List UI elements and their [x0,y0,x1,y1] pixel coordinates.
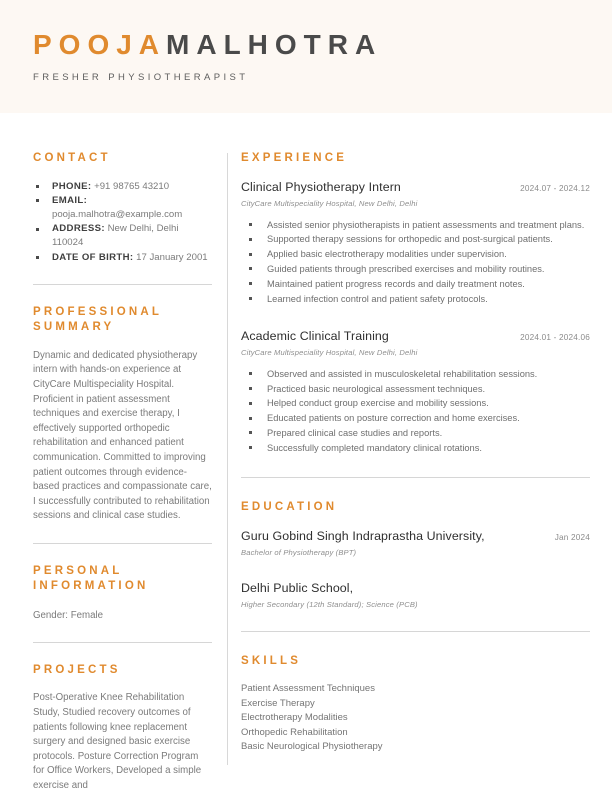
education-entry [241,581,590,609]
contact-value-dob: 17 January 2001 [136,251,208,263]
summary-text: Dynamic and dedicated physiotherapy intern with hands-on experience at CityCare Multispeciality Hospital. Proficient in patient assessment techniques and exercise therapy, I effectively supported orthopedic rehabilitation and enhanced patient communication. Committed to improving patient outcomes through evidence-based practices and compassionate care, I successfully contributed to rehabilitation sessions and clinical case studies. [33,349,212,522]
experience-date: 2024.01 - 2024.06 [520,332,590,342]
experience-organization: CityCare Multispeciality Hospital, New Delhi, Delhi [241,198,418,208]
resume-header [0,0,612,113]
experience-bullet: Successfully completed mandatory clinical rotations. [241,441,590,455]
education-degree: Higher Secondary (12th Standard); Science (PCB) [241,599,418,609]
section-experience [241,151,590,455]
candidate-name [33,30,612,61]
section-title-skills: SKILLS [241,654,302,667]
education-degree: Bachelor of Physiotherapy (BPT) [241,547,357,557]
experience-entry-header [241,180,590,195]
education-entry [241,529,590,557]
experience-entry [241,180,590,306]
section-title-education: EDUCATION [241,501,338,514]
skill-item: Exercise Therapy [241,697,315,709]
contact-value-address: New Delhi, Delhi 110024 [52,223,179,249]
main-divider-2 [241,631,590,632]
section-title-contact: CONTACT [33,152,111,164]
section-contact [33,151,212,265]
experience-bullet: Learned infection control and patient safety protocols. [241,292,590,306]
section-title-experience: EXPERIENCE [241,152,348,164]
section-title-personal: PERSONAL INFORMATION [33,564,149,593]
sidebar-divider-2 [33,543,212,544]
education-date: Jan 2024 [554,532,590,542]
contact-label-phone: PHONE: [52,180,92,192]
section-title-projects: PROJECTS [33,663,121,676]
experience-role: Academic Clinical Training [241,328,389,343]
experience-bullet-list [241,218,590,306]
experience-bullet: Helped conduct group exercise and mobility sessions. [241,396,590,410]
experience-bullet: Guided patients through prescribed exercises and mobility routines. [241,262,590,276]
entry-spacer [241,561,590,581]
experience-entry-header [241,329,590,344]
section-professional-summary [33,305,212,524]
entry-spacer [241,310,590,329]
skill-item: Basic Neurological Physiotherapy [241,741,383,753]
section-title-summary: PROFESSIONAL SUMMARY [33,305,162,334]
first-name: POOJA [33,29,167,61]
experience-bullet: Educated patients on posture correction and home exercises. [241,411,590,425]
contact-item-phone [33,180,212,194]
section-projects [33,663,212,794]
main-column [228,113,612,792]
skills-list [241,682,590,755]
experience-bullet: Applied basic electrotherapy modalities under supervision. [241,247,590,261]
section-personal-information [33,564,212,623]
sidebar-divider-3 [33,642,212,643]
sidebar-column [0,113,227,792]
experience-bullet: Practiced basic neurological assessment techniques. [241,382,590,396]
experience-bullet: Supported therapy sessions for orthopedic and post-surgical patients. [241,232,590,246]
resume-body [0,113,612,792]
contact-item-email [33,194,212,222]
contact-item-dob [33,251,212,265]
contact-item-address [33,222,212,250]
skill-item: Orthopedic Rehabilitation [241,726,348,738]
experience-organization: CityCare Multispeciality Hospital, New Delhi, Delhi [241,347,418,357]
section-education [241,500,590,609]
experience-bullet: Assisted senior physiotherapists in patient assessments and treatment plans. [241,218,590,232]
experience-role: Clinical Physiotherapy Intern [241,179,401,194]
education-entry-header [241,529,590,544]
contact-label-email: EMAIL: [52,194,88,206]
professional-headline: FRESHER PHYSIOTHERAPIST [33,71,249,83]
experience-bullet-list [241,367,590,455]
experience-bullet: Maintained patient progress records and daily treatment notes. [241,277,590,291]
experience-bullet: Prepared clinical case studies and reports. [241,426,590,440]
projects-text: Post-Operative Knee Rehabilitation Study, Studied recovery outcomes of patients following knee replacement surgery and designed basic exercise protocols. Posture Correction Program for Office Workers, Developed a simple exercise and [33,692,202,791]
contact-label-address: ADDRESS: [52,223,105,235]
experience-date: 2024.07 - 2024.12 [520,183,590,193]
contact-list [33,180,212,265]
personal-gender: Gender: Female [33,609,103,621]
education-school: Delhi Public School, [241,580,354,595]
skill-item: Electrotherapy Modalities [241,712,348,724]
skill-item: Patient Assessment Techniques [241,683,375,695]
contact-value-phone: +91 98765 43210 [94,180,170,192]
main-divider-1 [241,477,590,478]
last-name: MALHOTRA [166,29,383,61]
section-skills [241,654,590,755]
experience-bullet: Observed and assisted in musculoskeletal rehabilitation sessions. [241,367,590,381]
education-school: Guru Gobind Singh Indraprastha University, [241,528,485,543]
education-entry-header [241,581,590,596]
experience-entry [241,329,590,455]
contact-label-dob: DATE OF BIRTH: [52,251,134,263]
contact-value-email: pooja.malhotra@example.com [52,208,183,220]
sidebar-divider-1 [33,284,212,285]
